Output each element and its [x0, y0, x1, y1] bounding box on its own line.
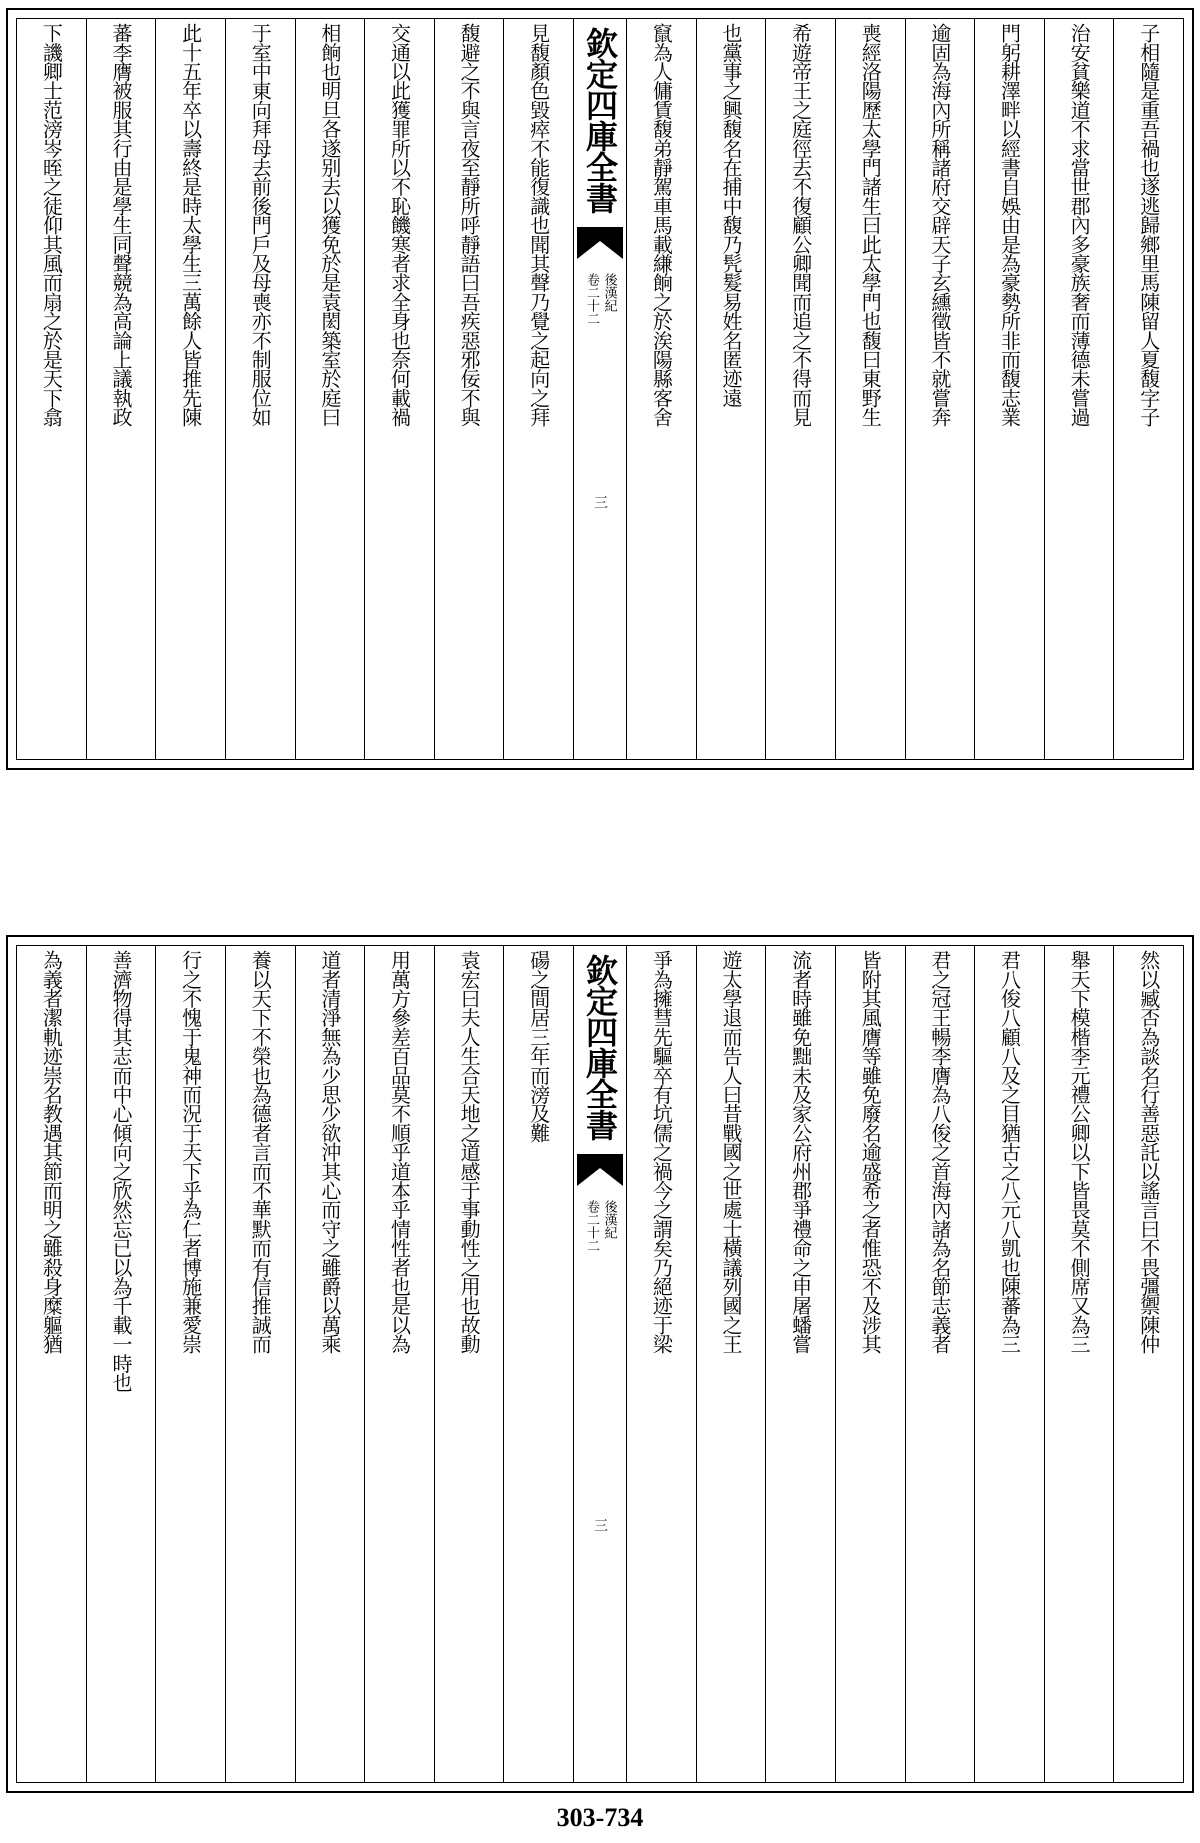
text-column	[434, 946, 504, 1782]
text-column	[503, 19, 573, 759]
column-text: 碭之間居三年而滂及難	[526, 950, 551, 1143]
text-column	[295, 19, 365, 759]
text-column	[17, 946, 86, 1782]
fish-tail-mark-icon	[577, 1154, 623, 1186]
text-frame	[16, 945, 1184, 1783]
column-text: 君之冠王暢李膺為八俊之首海內諸為名節志義者	[927, 950, 952, 1354]
column-text: 希遊帝王之庭徑去不復顧公卿聞而追之不得而見	[788, 23, 813, 427]
column-text: 遊太學退而告人曰昔戰國之世處士橫議列國之王	[718, 950, 743, 1354]
folio-number: 三	[592, 495, 608, 509]
book-title: 後漢紀	[601, 273, 617, 312]
column-text: 善濟物得其志而中心傾向之欣然忘已以為千載一時也	[108, 950, 133, 1392]
text-column	[1044, 19, 1114, 759]
column-text: 養以天下不榮也為德者言而不華默而有信推誠而	[248, 950, 273, 1354]
folio-number: 三	[592, 1518, 608, 1532]
text-column	[835, 19, 905, 759]
column-text: 君八俊八顧八及之目猶古之八元八凱也陳蕃為三	[997, 950, 1022, 1354]
column-text: 用萬方參差百品莫不順乎道本乎情性者也是以為	[387, 950, 412, 1354]
column-text: 喪經洛陽歷太學門諸生曰此太學門也馥曰東野生	[858, 23, 883, 427]
text-column	[295, 946, 365, 1782]
column-text: 交通以此獲罪所以不恥饑寒者求全身也奈何載禍	[387, 23, 412, 427]
column-text: 見馥顏色毀瘁不能復識也聞其聲乃覺之起向之拜	[526, 23, 551, 427]
column-text: 竄為人傭賃馥弟靜駕車馬載縑餉之於涘陽縣客舍	[649, 23, 674, 427]
column-text: 于室中東向拜母去前後門戶及母喪亦不制服位如	[248, 23, 273, 427]
text-column	[1113, 19, 1183, 759]
text-column	[835, 946, 905, 1782]
column-text: 此十五年卒以壽終是時太學生三萬餘人皆推先陳	[178, 23, 203, 427]
text-column	[905, 19, 975, 759]
text-column	[155, 19, 225, 759]
column-text: 道者清淨無為少思少欲沖其心而守之雖爵以萬乘	[317, 950, 342, 1354]
fish-tail-mark-icon	[577, 227, 623, 259]
lower-page	[6, 935, 1194, 1793]
text-column	[434, 19, 504, 759]
column-text: 治安貧樂道不求當世郡內多豪族奢而薄德未嘗過	[1067, 23, 1092, 427]
text-column	[364, 19, 434, 759]
column-text: 皆附其風膺等雖免廢名逾盛希之者惟恐不及涉其	[858, 950, 883, 1354]
column-text: 逾固為海內所稱諸府交辟天子玄纁徵皆不就嘗奔	[927, 23, 952, 427]
column-text: 相餉也明旦各遂别去以獲免於是袁閎築室於庭曰	[317, 23, 342, 427]
column-text: 為義者潔軌迹崇名教遇其節而明之雖殺身糜軀猶	[39, 950, 64, 1354]
book-meta	[584, 273, 615, 325]
text-column	[974, 19, 1044, 759]
series-title: 欽定四庫全書	[581, 27, 619, 213]
text-column	[1113, 946, 1183, 1782]
text-column	[1044, 946, 1114, 1782]
book-meta	[584, 1200, 615, 1252]
upper-page	[6, 8, 1194, 770]
series-title: 欽定四庫全書	[581, 954, 619, 1140]
column-text: 行之不愧于鬼神而況于天下乎為仁者博施兼愛崇	[178, 950, 203, 1354]
text-column	[86, 19, 156, 759]
text-column	[765, 19, 835, 759]
text-column	[225, 946, 295, 1782]
column-text: 流者時雖免黜未及家公府州郡爭禮命之申屠蟠嘗	[788, 950, 813, 1354]
column-text: 馥避之不與言夜至靜所呼靜語曰吾疾惡邪佞不與	[457, 23, 482, 427]
column-text: 舉天下模楷李元禮公卿以下皆畏莫不側席又為三	[1067, 950, 1092, 1354]
text-column	[626, 946, 696, 1782]
volume-label: 卷二十二	[584, 273, 599, 325]
column-text: 袁宏曰夫人生合天地之道感于事動性之用也故動	[457, 950, 482, 1354]
column-text: 門躬耕澤畔以經書自娛由是為豪勢所非而馥志業	[997, 23, 1022, 427]
text-column	[503, 946, 573, 1782]
text-column	[626, 19, 696, 759]
column-text: 子相隨是重吾禍也遂逃歸鄉里馬陳留人夏馥字子	[1136, 23, 1161, 427]
center-fold	[573, 946, 626, 1782]
column-text: 然以臧否為談名行善惡託以謠言曰不畏彊禦陳仲	[1136, 950, 1161, 1354]
column-text: 爭為擁彗先驅卒有坑儒之禍今之謂矣乃絕迹于梁	[649, 950, 674, 1354]
column-text: 蕃李膺被服其行由是學生同聲競為高論上議執政	[108, 23, 133, 427]
text-column	[974, 946, 1044, 1782]
text-column	[765, 946, 835, 1782]
text-column	[364, 946, 434, 1782]
book-title: 後漢紀	[601, 1200, 617, 1239]
text-frame	[16, 18, 1184, 760]
text-column	[17, 19, 86, 759]
column-text: 下譏卿士范滂岑晊之徒仰其風而扇之於是天下翕	[39, 23, 64, 427]
text-column	[696, 946, 766, 1782]
page-number: 303-734	[556, 1803, 644, 1832]
text-column	[86, 946, 156, 1782]
text-column	[696, 19, 766, 759]
text-column	[155, 946, 225, 1782]
column-text: 也黨事之興馥名在捕中馥乃髠髮易姓名匿迹遠	[718, 23, 743, 408]
center-fold	[573, 19, 626, 759]
text-column	[905, 946, 975, 1782]
volume-label: 卷二十二	[584, 1200, 599, 1252]
text-column	[225, 19, 295, 759]
